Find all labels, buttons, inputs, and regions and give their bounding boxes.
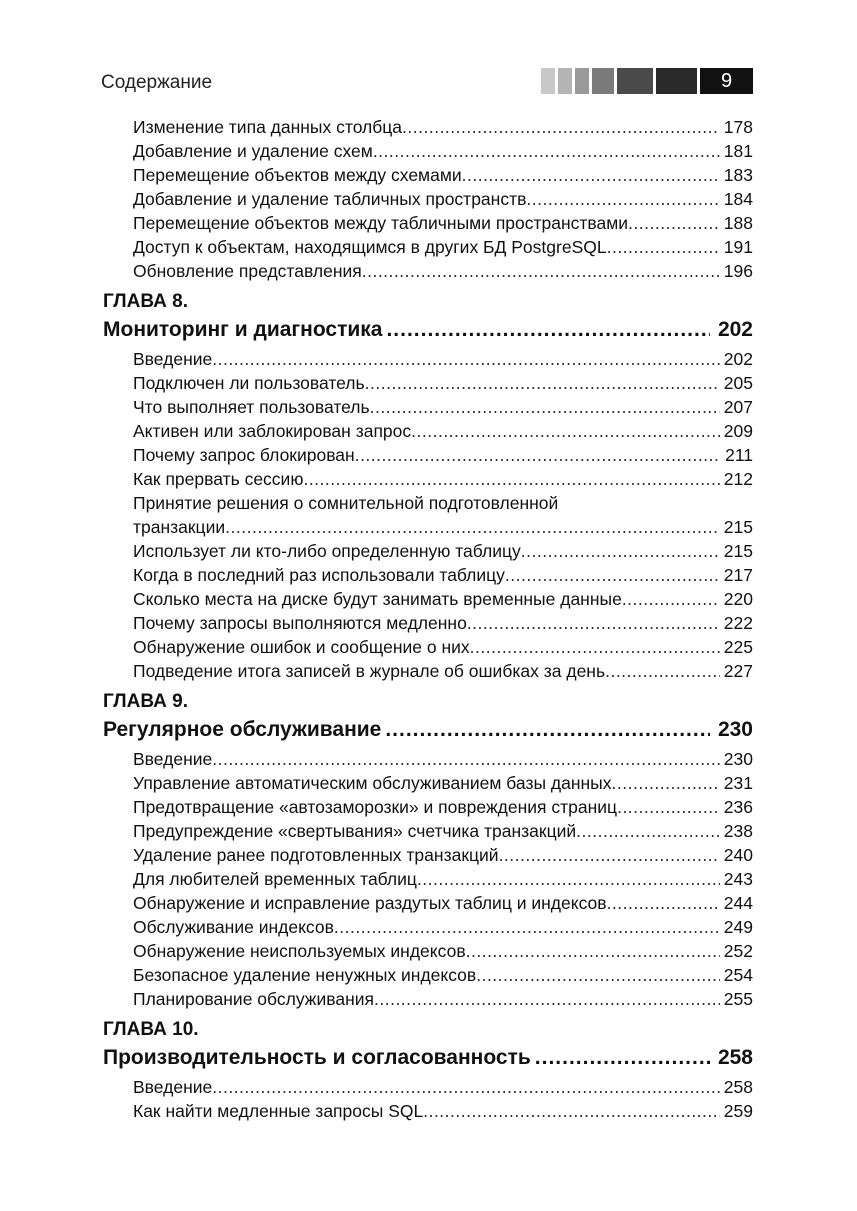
dot-leader — [362, 259, 720, 283]
dot-leader — [417, 867, 720, 891]
toc-entry[interactable] — [133, 987, 753, 1011]
dot-leader — [373, 139, 720, 163]
toc-entry-page: 196 — [723, 261, 753, 281]
toc-entry[interactable] — [133, 259, 753, 283]
chapter-title-text: Производительность и согласованность — [103, 1046, 531, 1069]
dot-leader — [462, 163, 720, 187]
toc-entry[interactable] — [133, 891, 753, 915]
dot-leader — [576, 819, 720, 843]
toc-entry[interactable] — [133, 163, 753, 187]
toc-entry-page: 244 — [723, 893, 753, 913]
toc-entry-title: Обновление представления — [133, 261, 362, 281]
dot-leader — [212, 347, 720, 371]
toc-entry[interactable] — [133, 635, 753, 659]
dot-leader — [334, 915, 720, 939]
toc-entry-page: 222 — [723, 613, 753, 633]
toc-entry-title: Доступ к объектам, находящимся в других БД PostgreSQL — [133, 237, 607, 257]
dot-leader — [411, 419, 720, 443]
toc-entry[interactable] — [133, 795, 753, 819]
header-bar — [558, 68, 572, 94]
header-bar — [617, 68, 653, 94]
dot-leader — [370, 395, 720, 419]
toc-entry[interactable] — [133, 867, 753, 891]
dot-leader — [531, 1043, 710, 1073]
toc-entry-page: 243 — [723, 869, 753, 889]
toc-entry-title: Перемещение объектов между схемами — [133, 165, 462, 185]
toc-entry[interactable] — [133, 187, 753, 211]
toc-entry-title: Принятие решения о сомнительной подготовленной — [133, 493, 559, 513]
chapter-page: 202 — [717, 318, 753, 341]
toc-entry-page: 183 — [723, 165, 753, 185]
toc-entry-title: Перемещение объектов между табличными пространствами — [133, 213, 629, 233]
chapter-title[interactable] — [103, 715, 753, 745]
dot-leader — [355, 443, 721, 467]
toc-entry[interactable] — [133, 611, 753, 635]
toc-entry-page: 258 — [723, 1077, 753, 1097]
toc-entry-page: 231 — [723, 773, 753, 793]
toc-entry-page: 259 — [723, 1101, 753, 1121]
toc-entry-page: 254 — [723, 965, 753, 985]
chapter-label: ГЛАВА 8. — [103, 291, 188, 312]
toc-entry-title: Добавление и удаление схем — [133, 141, 373, 161]
toc-entry-title: Введение — [133, 749, 213, 769]
toc-entry-page: 215 — [723, 517, 753, 537]
toc-entry-title: Управление автоматическим обслуживанием базы данных — [133, 773, 612, 793]
toc-entry[interactable] — [133, 139, 753, 163]
dot-leader — [505, 563, 720, 587]
toc-entry[interactable] — [133, 587, 753, 611]
toc-entry-title: Безопасное удаление ненужных индексов — [133, 965, 477, 985]
toc-entry-title: Как прервать сессию — [133, 469, 304, 489]
toc-entry-page: 249 — [723, 917, 753, 937]
toc-entry-title: Для любителей временных таблиц — [133, 869, 417, 889]
toc-entry[interactable] — [133, 659, 753, 683]
toc-entry[interactable] — [133, 963, 753, 987]
dot-leader — [467, 611, 720, 635]
toc-entry-page: 211 — [725, 445, 753, 465]
toc-entry-page: 209 — [723, 421, 753, 441]
toc-entry-page: 202 — [723, 349, 753, 369]
toc-entry[interactable] — [133, 771, 753, 795]
dot-leader — [365, 371, 720, 395]
toc-entry-page: 236 — [723, 797, 753, 817]
dot-leader — [476, 963, 720, 987]
toc-entry[interactable] — [133, 419, 753, 443]
toc-entry-page: 225 — [723, 637, 753, 657]
dot-leader — [470, 635, 720, 659]
dot-leader — [381, 715, 710, 745]
dot-leader — [402, 115, 720, 139]
toc-entry-page: 255 — [723, 989, 753, 1009]
toc-entry[interactable] — [133, 235, 753, 259]
toc-entry-page: 205 — [723, 373, 753, 393]
toc-entry-title: Сколько места на диске будут занимать временные данные — [133, 589, 622, 609]
toc-entry-title: транзакции — [133, 517, 226, 537]
toc-entry-page: 238 — [723, 821, 753, 841]
toc-entry-title: Использует ли кто-либо определенную таблицу — [133, 541, 521, 561]
dot-leader — [212, 747, 720, 771]
toc-entry-title: Обнаружение неиспользуемых индексов — [133, 941, 466, 961]
toc-entry[interactable] — [133, 1099, 753, 1123]
toc-entry-title: Обслуживание индексов — [133, 917, 334, 937]
dot-leader — [617, 795, 720, 819]
toc-entry[interactable] — [133, 371, 753, 395]
toc-entry-page: 181 — [723, 141, 753, 161]
chapter-page: 230 — [717, 718, 753, 741]
toc-entry-title: Введение — [133, 1077, 213, 1097]
toc-entry[interactable] — [133, 515, 753, 539]
header-bar — [592, 68, 614, 94]
page-header — [0, 0, 857, 110]
running-header-title: Содержание — [101, 72, 213, 93]
toc-entry-title: Удаление ранее подготовленных транзакций — [133, 845, 499, 865]
toc-entry-title: Что выполняет пользователь — [133, 397, 370, 417]
toc-entry[interactable] — [133, 491, 753, 515]
dot-leader — [212, 1075, 720, 1099]
chapter-label: ГЛАВА 9. — [103, 691, 188, 712]
toc-entry-page: 191 — [723, 237, 753, 257]
toc-entry-title: Почему запросы выполняются медленно — [133, 613, 467, 633]
toc-entry-title: Активен или заблокирован запрос — [133, 421, 412, 441]
toc-entry-title: Подведение итога записей в журнале об ошибках за день — [133, 661, 606, 681]
toc-entry-page: 207 — [723, 397, 753, 417]
header-bar — [541, 68, 555, 94]
header-bar — [575, 68, 589, 94]
chapter-title[interactable] — [103, 1043, 753, 1073]
dot-leader — [521, 539, 720, 563]
toc-entry-page: 230 — [723, 749, 753, 769]
dot-leader — [225, 515, 720, 539]
dot-leader — [612, 771, 720, 795]
toc-entry-page: 227 — [723, 661, 753, 681]
toc-entry-title: Когда в последний раз использовали таблицу — [133, 565, 505, 585]
toc-entry[interactable] — [133, 115, 753, 139]
toc-entry-title: Добавление и удаление табличных пространств — [133, 189, 527, 209]
toc-entry-title: Предотвращение «автозаморозки» и повреждения страниц — [133, 797, 618, 817]
dot-leader — [423, 1099, 720, 1123]
dot-leader — [303, 467, 719, 491]
dot-leader — [526, 187, 719, 211]
toc-entry[interactable] — [133, 539, 753, 563]
chapter-label: ГЛАВА 10. — [103, 1019, 199, 1040]
header-bar — [656, 68, 697, 94]
chapter-title-text: Регулярное обслуживание — [103, 718, 382, 741]
chapter-page: 258 — [717, 1046, 753, 1069]
toc-entry[interactable] — [133, 467, 753, 491]
toc-entry-title: Планирование обслуживания — [133, 989, 374, 1009]
toc-entry-title: Обнаружение и исправление раздутых таблиц и индексов — [133, 893, 607, 913]
toc-entry-title: Как найти медленные запросы SQL — [133, 1101, 424, 1121]
toc-entry[interactable] — [133, 819, 753, 843]
toc-entry[interactable] — [133, 563, 753, 587]
toc-entry-title: Изменение типа данных столбца — [133, 117, 403, 137]
toc-entry-page: 220 — [723, 589, 753, 609]
dot-leader — [628, 211, 720, 235]
page-number: 9 — [700, 68, 753, 94]
chapter-title-text: Мониторинг и диагностика — [103, 318, 383, 341]
toc-entry[interactable] — [133, 443, 753, 467]
toc-entry[interactable] — [133, 915, 753, 939]
chapter-title[interactable] — [103, 315, 753, 345]
dot-leader — [499, 843, 720, 867]
toc-entry[interactable] — [133, 347, 753, 371]
dot-leader — [607, 891, 720, 915]
toc-entry-page: 184 — [723, 189, 753, 209]
toc-entry-title: Подключен ли пользователь — [133, 373, 365, 393]
toc-entry-page: 188 — [723, 213, 753, 233]
toc-entry-page: 252 — [723, 941, 753, 961]
toc-entry[interactable] — [133, 939, 753, 963]
dot-leader — [466, 939, 720, 963]
toc-entry-page: 217 — [723, 565, 753, 585]
dot-leader — [605, 659, 720, 683]
toc-entry[interactable] — [133, 747, 753, 771]
dot-leader — [374, 987, 720, 1011]
toc-entry[interactable] — [133, 395, 753, 419]
toc-entry[interactable] — [133, 211, 753, 235]
dot-leader — [382, 315, 709, 345]
toc-entry-title: Предупреждение «свертывания» счетчика транзакций — [133, 821, 577, 841]
toc-entry-page: 178 — [723, 117, 753, 137]
toc-entry-title: Почему запрос блокирован — [133, 445, 355, 465]
toc-entry-page: 215 — [723, 541, 753, 561]
toc-entry-title: Введение — [133, 349, 213, 369]
toc-entry[interactable] — [133, 1075, 753, 1099]
toc-entry-page: 212 — [723, 469, 753, 489]
dot-leader — [607, 235, 720, 259]
toc-entry-page: 240 — [723, 845, 753, 865]
toc-entry[interactable] — [133, 843, 753, 867]
toc-entry-title: Обнаружение ошибок и сообщение о них — [133, 637, 470, 657]
dot-leader — [622, 587, 720, 611]
